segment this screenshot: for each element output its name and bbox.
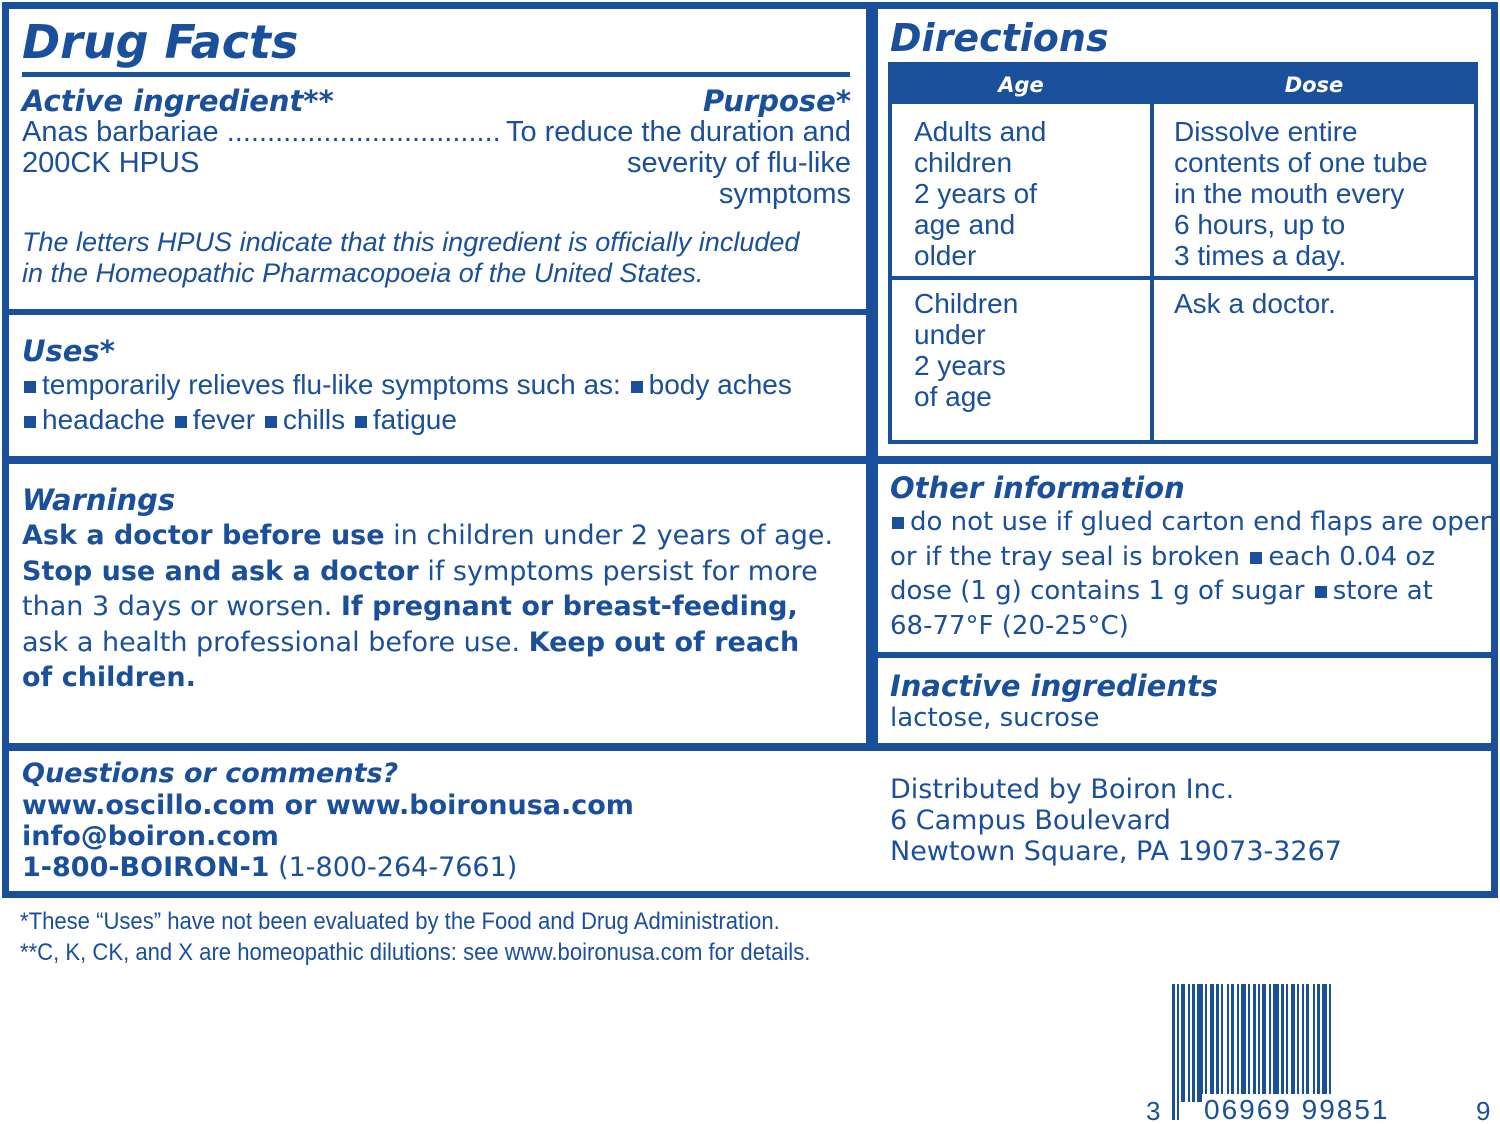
- barcode-bar: [1302, 984, 1304, 1102]
- other-info-line1: [890, 505, 1496, 540]
- stop-use-bold: Stop use and ask a doctor: [22, 555, 419, 587]
- email-text: info@boiron.com: [22, 821, 279, 852]
- barcode-bar: [1313, 984, 1315, 1102]
- bullet-icon: [1250, 552, 1262, 564]
- uses-item: fever: [192, 404, 256, 435]
- questions-title: Questions or comments?: [22, 758, 399, 789]
- divider-other-inactive: [870, 652, 1498, 658]
- other-info-line4: 68-77°F (20-25°C): [890, 610, 1129, 641]
- barcode-bar: [1205, 984, 1207, 1102]
- age-row1-line: older: [914, 240, 977, 271]
- bullet-icon: [24, 416, 36, 428]
- pregnant-text: ask a health professional before use.: [22, 626, 529, 658]
- frame-top: [2, 2, 1498, 9]
- phone-line: [22, 852, 634, 883]
- dose-row2: [1174, 288, 1336, 319]
- bullet-icon: [265, 416, 277, 428]
- uses-item: fatigue: [372, 404, 457, 435]
- barcode-bar: [1269, 984, 1271, 1102]
- distributor-line3: Newtown Square, PA 19073-3267: [890, 836, 1342, 867]
- center-divider: [866, 2, 878, 748]
- dose-row1-line: contents of one tube: [1174, 147, 1428, 178]
- barcode-right-digit: 9: [1476, 1096, 1494, 1124]
- age-row1-line: 2 years of: [914, 178, 1037, 209]
- barcode-middle-digits: 06969 99851: [1204, 1094, 1390, 1124]
- drug-facts-title: Drug Facts: [22, 15, 299, 69]
- uses-title: Uses*: [22, 334, 115, 368]
- active-ingredient-header: Active ingredient**: [22, 84, 334, 118]
- other-info-text: or if the tray seal is broken: [890, 541, 1241, 572]
- dose-row1-line: 6 hours, up to: [1174, 209, 1346, 240]
- distributor-line2: 6 Campus Boulevard: [890, 805, 1171, 836]
- directions-table: [888, 62, 1478, 444]
- keep-out-bold: Keep out of reach: [528, 626, 800, 658]
- uses-item: body aches: [648, 369, 792, 400]
- col-dose-header: Dose: [1284, 73, 1344, 97]
- barcode-bar: [1273, 984, 1279, 1102]
- bullet-icon: [1315, 586, 1327, 598]
- barcode-bar: [1281, 984, 1284, 1102]
- barcode-bar: [1181, 984, 1185, 1102]
- col-divider: [1150, 104, 1154, 440]
- ingredient-name: [22, 117, 501, 148]
- distributor-block: [890, 774, 1342, 867]
- barcode-left-digit: 3: [1146, 1096, 1164, 1124]
- keep-out-bold-2: of children.: [22, 662, 196, 693]
- ingredient-line1: Anas barbariae ..................................: [22, 116, 501, 148]
- barcode-bar: [1172, 984, 1175, 1120]
- footnote-uses: *These “Uses” have not been evaluated by the Food and Drug Administration.: [20, 908, 780, 935]
- questions-body: [22, 790, 634, 883]
- ingredient-potency: 200CK HPUS: [22, 147, 200, 179]
- purpose-line1: To reduce the duration and: [505, 116, 851, 148]
- age-row2: [914, 288, 1018, 412]
- barcode-bar: [1237, 984, 1239, 1102]
- barcode-bar: [1286, 984, 1288, 1102]
- uses-list: [22, 367, 792, 437]
- phone-bold: 1-800-BOIRON-1: [22, 852, 270, 883]
- distributor-line1: Distributed by Boiron Inc.: [890, 774, 1235, 805]
- col-age-header: Age: [998, 73, 1044, 97]
- divider-active-uses: [2, 309, 870, 315]
- bullet-icon: [24, 381, 36, 393]
- age-row2-line: under: [914, 319, 986, 350]
- warnings-line4: [22, 625, 833, 661]
- warnings-line2: [22, 554, 833, 590]
- barcode-bar: [1221, 984, 1223, 1102]
- age-row1: [914, 116, 1046, 271]
- phone-numeric: (1-800-264-7661): [269, 852, 518, 883]
- other-info-line2: [890, 540, 1496, 575]
- websites-text: www.oscillo.com or www.boironusa.com: [22, 790, 634, 821]
- other-info-text: each 0.04 oz: [1268, 541, 1435, 572]
- age-row1-line: children: [914, 147, 1013, 178]
- divider-bottom-row: [2, 743, 1498, 751]
- bullet-icon: [355, 416, 367, 428]
- inactive-text: lactose, sucrose: [890, 703, 1100, 733]
- warnings-title: Warnings: [22, 483, 176, 517]
- warnings-body: [22, 518, 833, 696]
- uses-intro: temporarily relieves flu-like symptoms such as:: [42, 369, 621, 400]
- age-row1-line: Adults and: [914, 116, 1047, 147]
- frame-left: [2, 2, 9, 898]
- other-info-line3: [890, 574, 1496, 609]
- barcode-bar: [1306, 984, 1309, 1102]
- bullet-icon: [631, 381, 643, 393]
- dose-row1: [1174, 116, 1428, 271]
- barcode-bar: [1262, 984, 1266, 1102]
- ask-doctor-text: in children under 2 years of age.: [384, 520, 834, 551]
- uses-line2: [22, 402, 792, 437]
- purpose-header: Purpose*: [703, 84, 851, 118]
- barcode-bar: [1227, 984, 1229, 1102]
- barcode-bar: [1317, 984, 1320, 1102]
- barcode-bar: [1210, 984, 1214, 1102]
- warnings-line5: [22, 660, 833, 696]
- barcode-bar: [1258, 984, 1260, 1102]
- hpus-note-line2: in the Homeopathic Pharmacopoeia of the United States.: [22, 258, 704, 288]
- other-info-text: do not use if glued carton end flaps are open: [910, 507, 1497, 537]
- inactive-title: Inactive ingredients: [890, 669, 1219, 703]
- stop-use-text-2: than 3 days or worsen.: [22, 591, 341, 622]
- uses-item: headache: [42, 404, 166, 435]
- bullet-icon: [892, 517, 904, 529]
- purpose-line3: symptoms: [718, 178, 851, 210]
- uses-item: chills: [282, 404, 346, 435]
- barcode-bar: [1241, 984, 1246, 1102]
- barcode: [1146, 984, 1496, 1124]
- other-info-text: store at: [1332, 576, 1433, 606]
- age-row2-line: Children: [914, 288, 1019, 319]
- ask-doctor-bold: Ask a doctor before use: [22, 520, 385, 551]
- purpose-line2: severity of flu-like: [626, 147, 851, 179]
- barcode-bar: [1291, 984, 1295, 1102]
- row-divider: [892, 276, 1474, 280]
- barcode-bar: [1197, 984, 1203, 1102]
- frame-right: [1491, 2, 1498, 898]
- age-row2-line: of age: [914, 381, 992, 412]
- barcode-bar: [1188, 984, 1190, 1102]
- uses-line1: [22, 367, 792, 402]
- hpus-note-line1: The letters HPUS indicate that this ingredient is officially included: [22, 227, 800, 257]
- barcode-bar: [1297, 984, 1299, 1102]
- dose-row1-line: in the mouth every: [1174, 178, 1405, 209]
- other-info-text: dose (1 g) contains 1 g of sugar: [890, 576, 1305, 606]
- warnings-line3: [22, 589, 833, 625]
- age-row2-line: 2 years: [914, 350, 1006, 381]
- title-underline: [22, 72, 850, 77]
- stop-use-text: if symptoms persist for more: [418, 555, 818, 587]
- barcode-bar: [1231, 984, 1234, 1102]
- age-row1-line: age and: [914, 209, 1016, 240]
- dose-row1-line: Dissolve entire: [1174, 116, 1358, 147]
- directions-title: Directions: [890, 16, 1109, 60]
- dose-row2-line: Ask a doctor.: [1174, 288, 1336, 319]
- purpose-text: [506, 117, 851, 210]
- barcode-bar: [1177, 984, 1179, 1120]
- barcode-bar: [1216, 984, 1219, 1102]
- divider-uses-warnings: [2, 456, 1498, 464]
- other-info-body: [890, 505, 1496, 643]
- bullet-icon: [175, 416, 187, 428]
- pregnant-bold: If pregnant or breast-feeding,: [340, 591, 798, 622]
- other-info-title: Other information: [890, 471, 1185, 505]
- footnote-dilutions: **C, K, CK, and X are homeopathic dilutions: see www.boironusa.com for details.: [20, 939, 811, 966]
- warnings-line1: [22, 518, 833, 554]
- hpus-note: [22, 227, 799, 289]
- frame-bottom: [2, 891, 1498, 898]
- dose-row1-line: 3 times a day.: [1174, 240, 1347, 271]
- barcode-bar: [1192, 984, 1195, 1102]
